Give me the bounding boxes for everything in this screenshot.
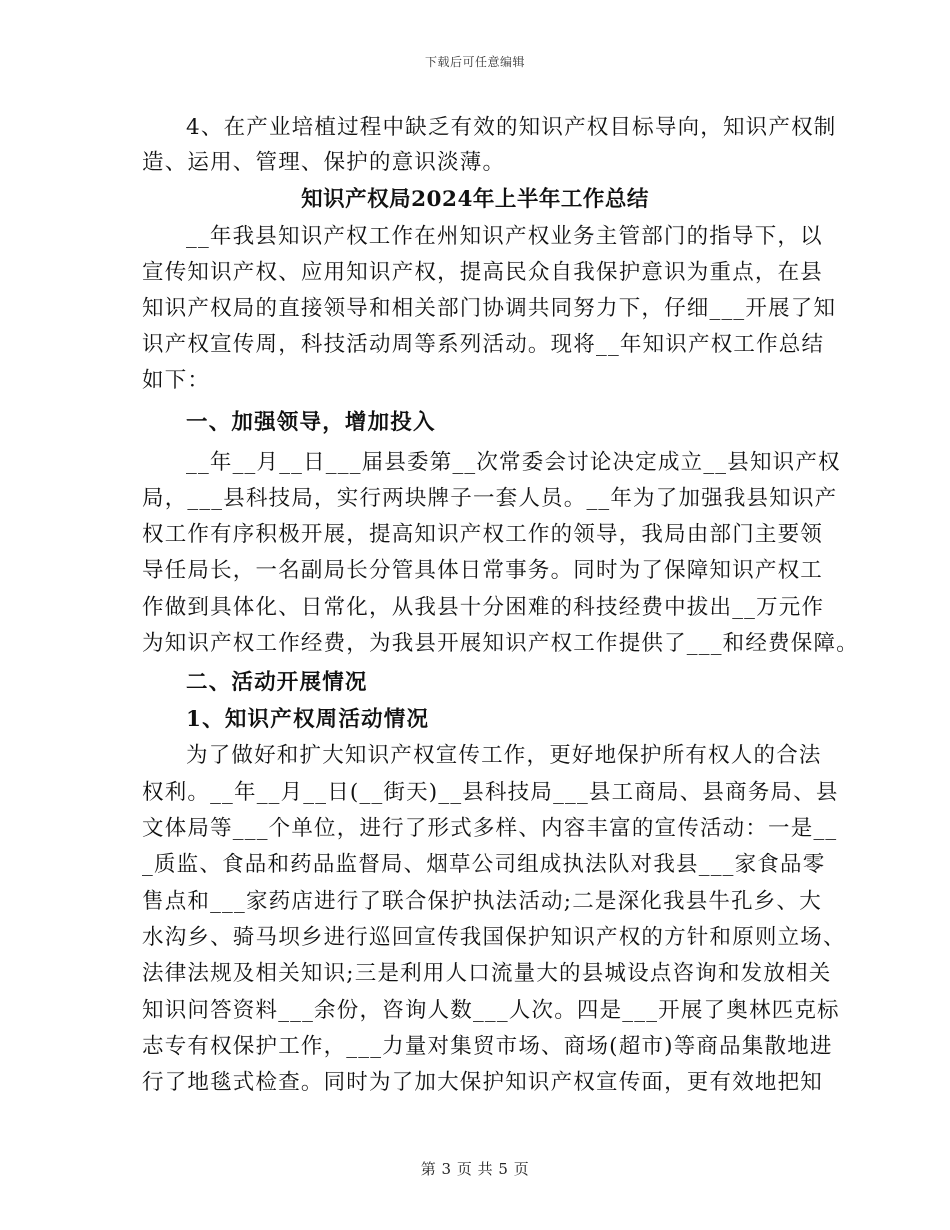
paragraph-line: 售点和___家药店进行了联合保护执法活动;二是深化我县牛孔乡、大 xyxy=(142,889,822,914)
paragraph-line: __年__月__日___届县委第__次常委会讨论决定成立__县知识产权 xyxy=(186,450,841,475)
section-heading: 一、加强领导，增加投入 xyxy=(186,410,436,435)
paragraph-line: 志专有权保护工作，___力量对集贸市场、商场(超市)等商品集散地进 xyxy=(142,1034,833,1059)
paragraph-line: 导任局长，一名副局长分管具体日常事务。同时为了保障知识产权工 xyxy=(142,558,824,583)
paragraph-line: __年我县知识产权工作在州知识产权业务主管部门的指导下，以 xyxy=(186,224,823,249)
page-number-footer: 第 3 页 共 5 页 xyxy=(420,1160,530,1178)
paragraph-line: 为知识产权工作经费，为我县开展知识产权工作提供了___和经费保障。 xyxy=(142,631,859,656)
paragraph-line: 知识问答资料___余份，咨询人数___人次。四是___开展了奥林匹克标 xyxy=(142,998,840,1023)
paragraph-line: 为了做好和扩大知识产权宣传工作，更好地保护所有权人的合法 xyxy=(186,743,822,768)
paragraph-line: 行了地毯式检查。同时为了加大保护知识产权宣传面，更有效地把知 xyxy=(142,1070,824,1095)
paragraph-line: 4、在产业培植过程中缺乏有效的知识产权目标导向，知识产权制 xyxy=(186,115,837,140)
subsection-heading: 1、知识产权周活动情况 xyxy=(186,707,430,732)
document-title: 知识产权局2024年上半年工作总结 xyxy=(301,187,649,212)
paragraph-line: 权利。__年__月__日(__街天)__县科技局___县工商局、县商务局、县 xyxy=(142,780,839,805)
section-heading: 二、活动开展情况 xyxy=(186,670,368,695)
paragraph-line: 局，___县科技局，实行两块牌子一套人员。__年为了加强我县知识产 xyxy=(142,486,838,511)
paragraph-line: 作做到具体化、日常化，从我县十分困难的科技经费中拔出__万元作 xyxy=(142,595,825,620)
paragraph-line: 法律法规及相关知识;三是利用人口流量大的县城设点咨询和发放相关 xyxy=(142,961,832,986)
paragraph-line: 水沟乡、骑马坝乡进行巡回宣传我国保护知识产权的方针和原则立场、 xyxy=(142,925,846,950)
paragraph-line: 知识产权局的直接领导和相关部门协调共同努力下，仔细___开展了知 xyxy=(142,296,837,321)
paragraph-line: _质监、食品和药品监督局、烟草公司组成执法队对我县___家食品零 xyxy=(142,852,826,877)
paragraph-line: 宣传知识产权、应用知识产权，提高民众自我保护意识为重点，在县 xyxy=(142,260,824,285)
paragraph-line: 识产权宣传周，科技活动周等系列活动。现将__年知识产权工作总结 xyxy=(142,332,825,357)
paragraph-line: 如下： xyxy=(142,368,211,393)
page-header-note: 下载后可任意编辑 xyxy=(424,55,525,69)
paragraph-line: 文体局等___个单位，进行了形式多样、内容丰富的宣传活动：一是__ xyxy=(142,816,838,841)
paragraph-line: 造、运用、管理、保护的意识淡薄。 xyxy=(142,150,506,175)
paragraph-line: 权工作有序积极开展，提高知识产权工作的领导，我局由部门主要领 xyxy=(142,522,824,547)
